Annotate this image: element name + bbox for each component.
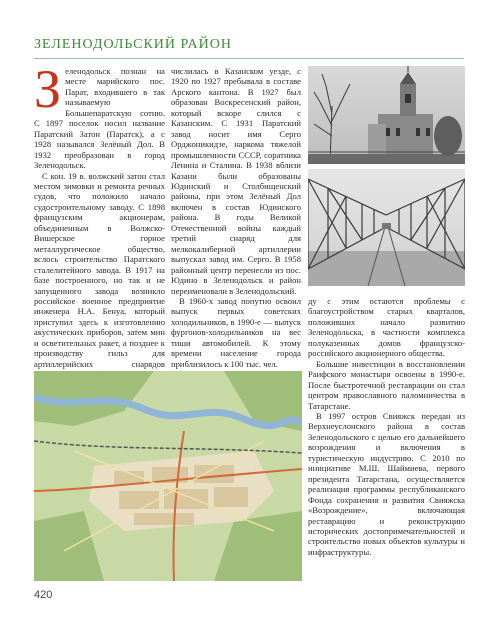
text-column-1 [34,59,165,411]
page-number: 420 [34,589,53,601]
church-photo [308,66,465,164]
paragraph-text: еленодольск познан на месте марийского пос. Парат, входившего в так называемую Большепаратскую сотню. С 1897 поселок носил название Паратский Затон (Паратск), а с 1928 назывался Зелёный Дол. В 1932 преобразован в город Зеленодольск. [34,66,165,171]
bridge-photo [308,169,465,286]
paragraph: числилась в Казанском уезде, с 1920 по 1927 пребывала в составе Арского кантона. В 1927 был образован Воскресенский район, который вскоре слился с Казанским. С 1931 Паратский завод носит имя Серго Орджоникидзе, наркома тяжелой промышленности СССР, соратника Ленина и Сталина. В 1938 вблизи Казани были образованы Юдинский и Столбищенский районы, при этом Зелёный Дол включен в состав Юдинского района. В годы Великой Отечественной войны каждый третий снаряд для мелкокалиберной артиллерии выпускал завод им. Серго. В 1958 районный центр перенесли из пос. Юдино в Зеленодольск и район переименовали в Зеленодольский. [171,66,301,296]
paragraph: ду с этим остаются проблемы с благоустройством старых кварталов, положивших начало развитию Зеленодольска, в частности комплекса полуказенных домов французско-российского акционерного общества. [308,296,465,359]
header-rule [34,58,464,59]
city-map [34,371,302,581]
paragraph: В 1997 остров Свияжск передан из Верхнеуслонского района в состав Зеленодольского с целью его дальнейшего возрождения и включения в туристическую индустрию. С 2010 по инициативе М.Ш. Шаймиева, первого президента Татарстана, осуществляется реализация программы республиканского Фонда сохранения и развития Свияжска «Возрождение», включающая реставрацию и реконструкцию исторических достопримечательностей и строительство новых объектов культуры и инфраструктуры. [308,410,465,557]
text-column-3 [308,296,465,557]
paragraph: В 1960-х завод попутно освоил выпуск первых советских холодильников, в 1990-е — выпуск фургонов-холодильников на вес тиши автомобилей. К этому времени население города приблизилось к 100 тыс. чел. [171,295,301,369]
paragraph: Большие инвестиции в восстановлении Раифского монастыря освоены в 1990-е. После быстротечной реставрации он стал центром православного паломничества в Татарстане. [308,358,465,411]
drop-cap: З [34,59,62,119]
paragraph: С кон. 19 в. волжский затон стал местом зимовки и ремонта речных судов, что положило начало судостроительному заводу. С 1898 французским акционерам, объединенным в Волжско-Вишерское горное металлургическое общество, вслось строительство Паратского сталелитейного завода. В 1917 на базе построенного, но так и не запущенного завода возникло российское военное предприятие инженера Н.А. Бенуа, который приступил здесь к изготовлению акустических приборов, затем мин и осветительных ракет, а позднее к производству гильз для артиллерийских снарядов [34,170,165,369]
paragraph [34,59,165,171]
section-header: ЗЕЛЕНОДОЛЬСКИЙ РАЙОН [34,37,232,52]
text-column-2 [171,66,301,401]
